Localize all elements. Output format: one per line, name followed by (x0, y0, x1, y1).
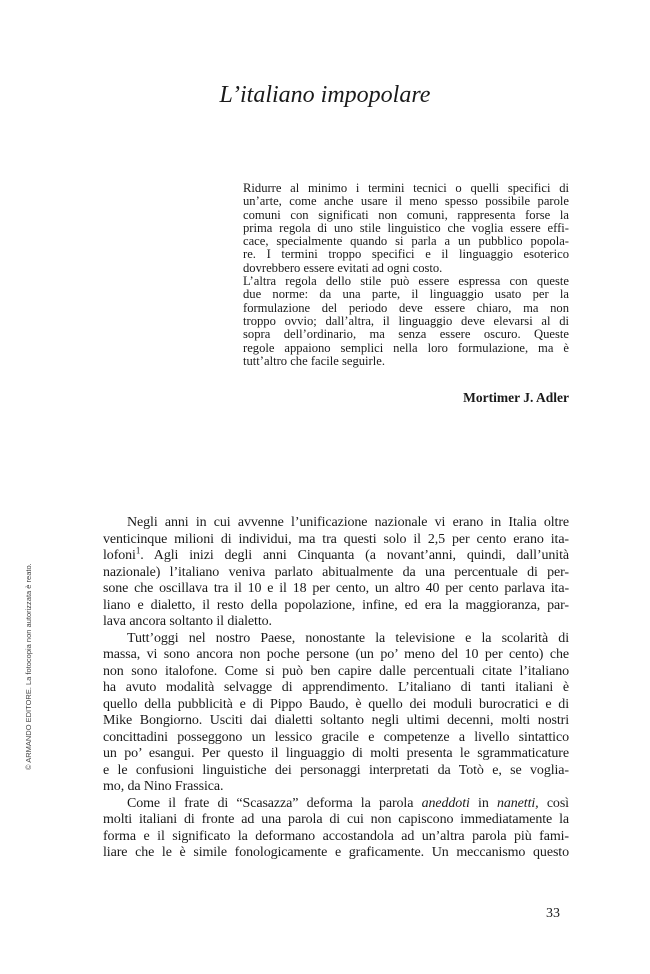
page-number: 33 (546, 906, 560, 921)
body-line: ha avuto modalità selvagge di apprendimento. L’italiano di tanti italiani è (103, 680, 569, 695)
epigraph-line: tutt’altro che facile seguirle. (243, 353, 385, 368)
epigraph-line: sopra dell’ordinario, ma senza essere oscuro. Queste (243, 327, 569, 342)
epigraph-line: comuni con significati non comuni, rappresenta forse la (243, 207, 569, 222)
epigraph-line: formulazione del periodo deve essere chiaro, ma non (243, 300, 569, 315)
body-line: liano e dialetto, il resto della popolazione, infine, ed era la maggioranza, par- (103, 597, 569, 613)
epigraph-line: re. I termini troppo specifici e il linguaggio esoterico (243, 247, 569, 262)
footnote-mark[interactable]: 1 (135, 545, 141, 556)
body-line: non sono italofone. Come si può ben capire dalle percentuali citate l’italiano (103, 663, 569, 679)
epigraph-line: due norme: da una parte, il linguaggio usato per la (243, 287, 569, 302)
epigraph-line: dovrebbero essere evitati ad ogni costo. (243, 260, 443, 275)
body-line: forma e il significato la deformano accostandola ad un’altra parola più fami- (103, 828, 569, 844)
body-line (103, 796, 569, 813)
body-line-text: così (538, 795, 569, 811)
body-line: Negli anni in cui avvenne l’unificazione nazionale vi erano in Italia oltre (127, 515, 569, 530)
body-line: molti italiani di fronte ad una parola di cui non capiscono immediatamente la (103, 812, 569, 827)
body-line: mo, da Nino Frassica. (103, 779, 224, 794)
body-line-text: lofoni (103, 548, 136, 563)
epigraph-line: troppo ovvio; dall’altra, il linguaggio deve elevarsi al di (243, 313, 569, 328)
epigraph-line: Ridurre al minimo i termini tecnici o quelli specifici di (243, 181, 569, 195)
body-line: venticinque milioni di individui, ma tra questi solo il 2,5 per cento erano ita- (103, 531, 569, 547)
italic-word: nanetti, (496, 795, 539, 811)
copyright-notice: © ARMANDO EDITORE. La fotocopia non autorizzata è reato. (24, 563, 33, 770)
epigraph-line: regole appaiono semplici nella loro formulazione, ma è (243, 340, 569, 355)
body-line: liare che le è simile fonologicamente e graficamente. Un meccanismo questo (103, 845, 569, 860)
body-line-text: in (469, 795, 497, 811)
body-line: lava ancora soltanto il dialetto. (103, 614, 272, 629)
body-line: massa, vi sono ancora non poche persone (un po’ meno del 10 per cento) che (103, 647, 569, 662)
body-line-text: . Agli inizi degli anni Cinquanta (a novant’anni, quindi, dall’unità (140, 548, 569, 563)
italic-word: aneddoti (421, 795, 470, 811)
epigraph-line: prima regola di uno stile linguistico che voglia essere effi- (243, 220, 569, 235)
body-line: Tutt’oggi nel nostro Paese, nonostante la televisione e la scolarità di (127, 630, 569, 646)
epigraph-author: Mortimer J. Adler (463, 390, 569, 405)
body-line: e le confusioni linguistiche dei personaggi interpretati da Totò e, se voglia- (103, 762, 569, 778)
body-line: sone che oscillava tra il 10 e il 18 per cento, un altro 40 per cento parlava ita- (103, 581, 569, 596)
body-text (103, 515, 569, 862)
body-line-text: Come il frate di “Scasazza” deforma la parola (127, 795, 414, 811)
body-line: concittadini posseggono un lessico gracile e competenze a livello sintattico (103, 729, 569, 745)
epigraph-line: cace, specialmente quando si parla a un pubblico popola- (243, 234, 569, 249)
body-line: un po’ esangui. Per questo il linguaggio di molti presenta le sgrammaticature (103, 746, 569, 761)
epigraph-line: un’arte, come anche usare il meno spesso possibile parole (243, 194, 569, 209)
body-line: nazionale) l’italiano veniva parlato abitualmente da una percentuale di per- (103, 564, 569, 580)
body-line: Mike Bongiorno. Usciti dai dialetti soltanto negli ultimi decenni, molti nostri (103, 713, 569, 728)
epigraph-line: L’altra regola dello stile può essere espressa con queste (243, 274, 569, 289)
epigraph (243, 182, 569, 368)
chapter-title: L’italiano impopolare (219, 82, 431, 108)
body-line (103, 545, 569, 565)
body-line: quello della pubblicità e di Pippo Baudo, è quello dei moduli burocratici e di (103, 696, 569, 712)
